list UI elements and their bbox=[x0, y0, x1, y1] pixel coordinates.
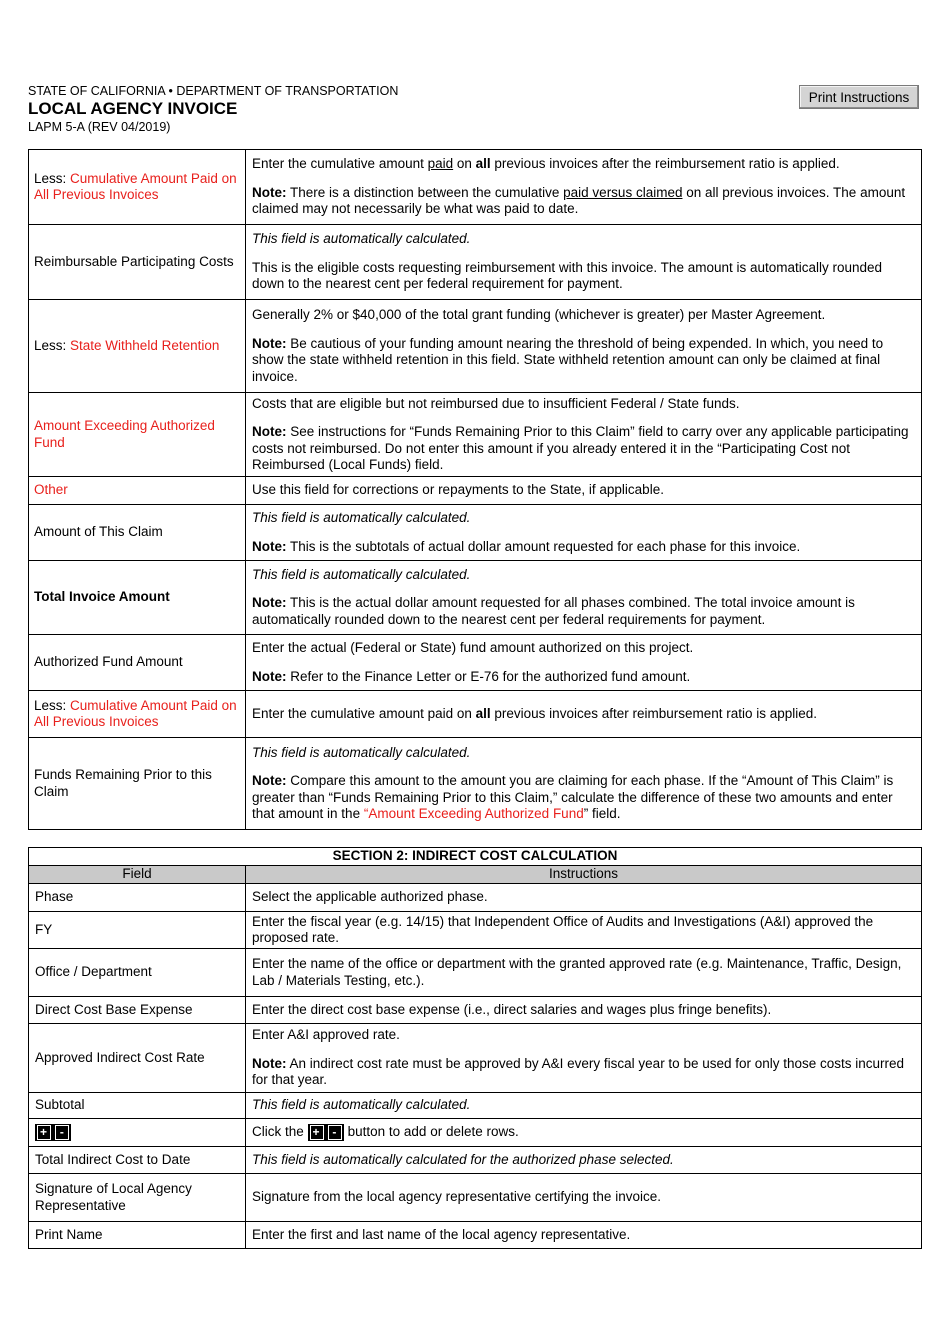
field-instructions: Enter the cumulative amount paid on all previous invoices after the reimbursement ratio is applied. Note: There is a distinction between the cumulative paid versus claimed on all previous invoices. The amount claimed may not necessarily be what was paid to date. bbox=[246, 150, 922, 225]
table-row bbox=[29, 393, 922, 477]
field-label: Phase bbox=[29, 884, 246, 912]
table-row bbox=[29, 997, 922, 1024]
field-instructions: This field is automatically calculated. This is the eligible costs requesting reimbursement with this invoice. The amount is automatically rounded down to the nearest cent per federal requirement for payment. bbox=[246, 225, 922, 300]
field-instructions: Enter the name of the office or department with the granted approved rate (e.g. Maintenance, Traffic, Design, Lab / Materials Testing, etc.). bbox=[246, 949, 922, 997]
table-row bbox=[29, 1119, 922, 1147]
field-label: Less: State Withheld Retention bbox=[29, 300, 246, 393]
table-row bbox=[29, 225, 922, 300]
instructions-table-1 bbox=[28, 149, 922, 830]
plus-icon: + bbox=[37, 1125, 51, 1140]
table-row bbox=[29, 1222, 922, 1249]
field-instructions: Enter the actual (Federal or State) fund amount authorized on this project. Note: Refer to the Finance Letter or E-76 for the authorized fund amount. bbox=[246, 635, 922, 691]
field-label: Signature of Local Agency Representative bbox=[29, 1174, 246, 1222]
field-label bbox=[29, 1119, 246, 1147]
field-instructions: This field is automatically calculated for the authorized phase selected. bbox=[246, 1147, 922, 1174]
field-instructions: Enter the first and last name of the local agency representative. bbox=[246, 1222, 922, 1249]
section-title-row bbox=[29, 848, 922, 866]
field-instructions: This field is automatically calculated. bbox=[246, 1093, 922, 1119]
field-label: Amount of This Claim bbox=[29, 505, 246, 561]
field-instructions: Enter the direct cost base expense (i.e., direct salaries and wages plus fringe benefits). bbox=[246, 997, 922, 1024]
field-instructions: Generally 2% or $40,000 of the total grant funding (whichever is greater) per Master Agreement. Note: Be cautious of your funding amount nearing the threshold of being expended. In which, you need to show the state withheld retention in this field. State withheld retention amount can only be claimed at final invoice. bbox=[246, 300, 922, 393]
field-label: Less: Cumulative Amount Paid on All Previous Invoices bbox=[29, 691, 246, 738]
field-instructions: Click the + - button to add or delete rows. bbox=[246, 1119, 922, 1147]
table-row bbox=[29, 635, 922, 691]
field-label: Authorized Fund Amount bbox=[29, 635, 246, 691]
field-label: Approved Indirect Cost Rate bbox=[29, 1024, 246, 1093]
table-row bbox=[29, 1174, 922, 1222]
table-row bbox=[29, 150, 922, 225]
field-instructions: Signature from the local agency representative certifying the invoice. bbox=[246, 1174, 922, 1222]
field-instructions: This field is automatically calculated. Note: This is the subtotals of actual dollar amount requested for each phase for this invoice. bbox=[246, 505, 922, 561]
field-label: Subtotal bbox=[29, 1093, 246, 1119]
add-delete-rows-button-inline bbox=[308, 1124, 344, 1141]
field-label: Print Name bbox=[29, 1222, 246, 1249]
section-title: SECTION 2: INDIRECT COST CALCULATION bbox=[29, 848, 922, 866]
table-row bbox=[29, 691, 922, 738]
minus-icon: - bbox=[328, 1125, 342, 1140]
field-instructions: This field is automatically calculated. Note: Compare this amount to the amount you are claiming for each phase. If the “Amount of This Claim” is greater than “Funds Remaining Prior to this Claim,” calculate the difference of these two amounts and enter that amount in the “Amount Exceeding Authorized Fund” field. bbox=[246, 738, 922, 830]
field-label: Total Indirect Cost to Date bbox=[29, 1147, 246, 1174]
field-label: Amount Exceeding Authorized Fund bbox=[29, 393, 246, 477]
plus-icon: + bbox=[310, 1125, 324, 1140]
field-instructions: Select the applicable authorized phase. bbox=[246, 884, 922, 912]
field-label: Office / Department bbox=[29, 949, 246, 997]
table-row bbox=[29, 1093, 922, 1119]
field-label: Other bbox=[29, 477, 246, 505]
print-instructions-button[interactable]: Print Instructions bbox=[799, 85, 919, 109]
table-row bbox=[29, 477, 922, 505]
form-header bbox=[28, 84, 398, 135]
column-header-row bbox=[29, 866, 922, 884]
field-instructions: Use this field for corrections or repayments to the State, if applicable. bbox=[246, 477, 922, 505]
column-header-field: Field bbox=[29, 866, 246, 884]
field-label: Reimbursable Participating Costs bbox=[29, 225, 246, 300]
table-row bbox=[29, 738, 922, 830]
table-row bbox=[29, 505, 922, 561]
add-delete-rows-button[interactable] bbox=[35, 1124, 71, 1141]
table-row bbox=[29, 912, 922, 949]
column-header-instructions: Instructions bbox=[246, 866, 922, 884]
field-label: Direct Cost Base Expense bbox=[29, 997, 246, 1024]
field-instructions: Enter the fiscal year (e.g. 14/15) that Independent Office of Audits and Investigations (A&I) approved the proposed rate. bbox=[246, 912, 922, 949]
table-row bbox=[29, 300, 922, 393]
table-row bbox=[29, 1147, 922, 1174]
page-title: LOCAL AGENCY INVOICE bbox=[28, 99, 238, 118]
table-row bbox=[29, 561, 922, 635]
field-label: Funds Remaining Prior to this Claim bbox=[29, 738, 246, 830]
table-row bbox=[29, 949, 922, 997]
field-label: Less: Cumulative Amount Paid on All Previous Invoices bbox=[29, 150, 246, 225]
indirect-cost-table bbox=[28, 847, 922, 1249]
field-label: Total Invoice Amount bbox=[29, 561, 246, 635]
table-row bbox=[29, 1024, 922, 1093]
form-number: LAPM 5-A (REV 04/2019) bbox=[28, 120, 171, 134]
agency-name: STATE OF CALIFORNIA • DEPARTMENT OF TRANSPORTATION bbox=[28, 84, 399, 98]
field-instructions: Enter the cumulative amount paid on all previous invoices after reimbursement ratio is applied. bbox=[246, 691, 922, 738]
field-instructions: This field is automatically calculated. Note: This is the actual dollar amount requested for all phases combined. The total invoice amount is automatically rounded down to the nearest cent per federal requirements for payment. bbox=[246, 561, 922, 635]
field-label: FY bbox=[29, 912, 246, 949]
table-row bbox=[29, 884, 922, 912]
field-instructions: Enter A&I approved rate. Note: An indirect cost rate must be approved by A&I every fiscal year to be used for only those costs incurred for that year. bbox=[246, 1024, 922, 1093]
field-instructions: Costs that are eligible but not reimbursed due to insufficient Federal / State funds. Note: See instructions for “Funds Remaining Prior to this Claim” field to carry over any applicable participating costs not reimbursed. Do not enter this amount if you already entered it in the “Participating Cost not Reimbursed (Local Funds) field. bbox=[246, 393, 922, 477]
minus-icon: - bbox=[55, 1125, 69, 1140]
